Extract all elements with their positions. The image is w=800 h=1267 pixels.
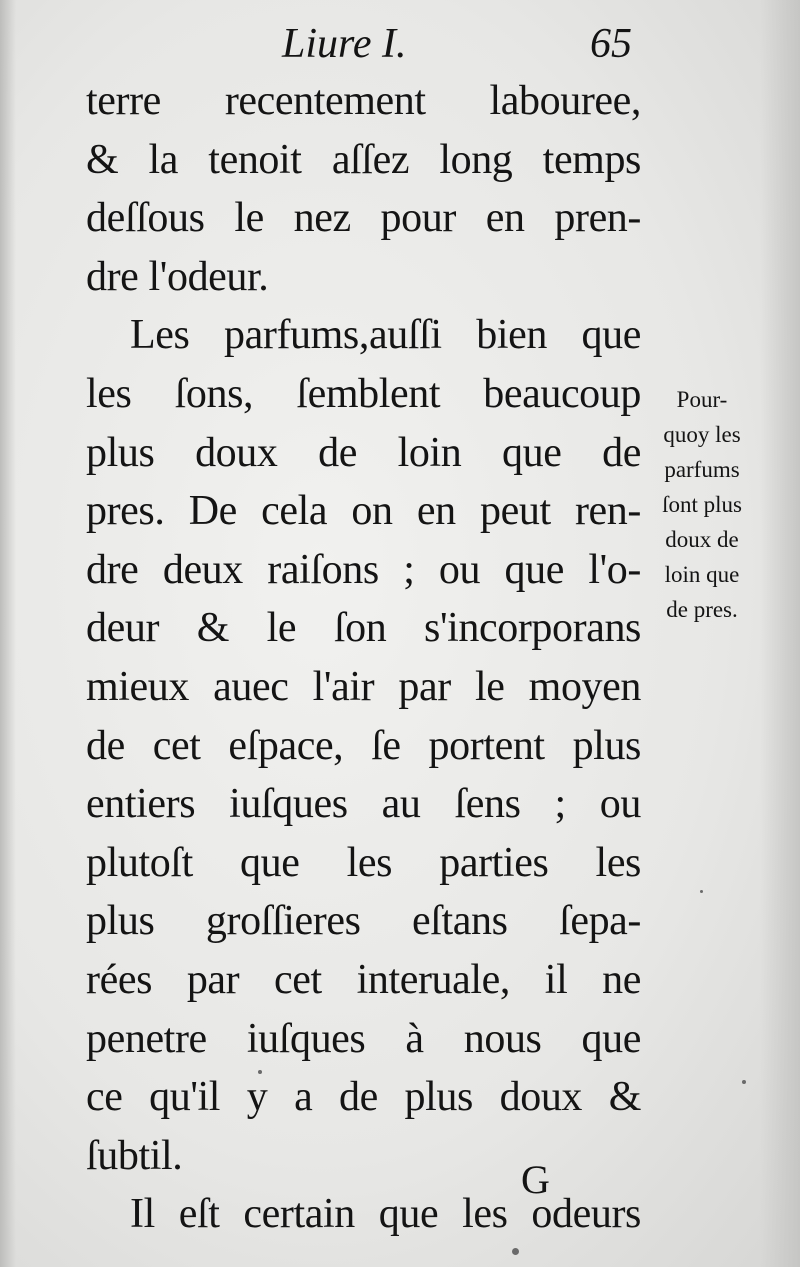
text-line: plutoſt que les parties les	[86, 839, 641, 886]
page-number: 65	[590, 21, 632, 67]
margin-note-line: quoy les	[663, 422, 741, 447]
ink-speck	[742, 1080, 746, 1084]
margin-note-line: loin que	[664, 562, 740, 587]
margin-note-line: Pour-	[676, 387, 728, 412]
marginal-note	[646, 382, 758, 627]
text-line: Il eſt certain que les odeurs	[130, 1191, 641, 1238]
text-line: & la tenoit aſſez long temps	[86, 136, 641, 183]
text-line: dre deux raiſons ; ou que l'o-	[86, 546, 641, 593]
margin-note-line: doux de	[665, 527, 739, 552]
text-line: penetre iuſques à nous que	[86, 1015, 641, 1062]
text-line: deur & le ſon s'incorporans	[86, 605, 641, 652]
text-line: ce qu'il y a de plus doux &	[86, 1074, 641, 1121]
text-line: plus groſſieres eſtans ſepa-	[86, 898, 641, 945]
ink-speck	[512, 1248, 519, 1255]
text-line: terre recentement labouree,	[86, 78, 641, 124]
ink-speck	[700, 890, 703, 893]
page-edge-shadow-left	[0, 0, 16, 1267]
margin-note-line: de pres.	[666, 597, 738, 622]
text-line: rées par cet interuale, il ne	[86, 956, 641, 1003]
page-edge-shadow-right	[760, 0, 800, 1267]
text-line: de cet eſpace, ſe portent plus	[86, 722, 641, 769]
signature-mark: G	[521, 1157, 550, 1202]
main-text-block	[86, 72, 641, 1244]
ink-speck	[258, 1070, 262, 1074]
text-line: entiers iuſques au ſens ; ou	[86, 781, 641, 828]
text-line: dre l'odeur.	[86, 253, 269, 300]
text-line: deſſous le nez pour en pren-	[86, 195, 641, 242]
margin-note-line: parfums	[664, 457, 740, 482]
text-line: les ſons, ſemblent beaucoup	[86, 370, 641, 417]
running-title: Liure I.	[282, 21, 407, 67]
text-line: mieux auec l'air par le moyen	[86, 663, 641, 710]
text-line: pres. De cela on en peut ren-	[86, 488, 641, 535]
text-line: plus doux de loin que de	[86, 429, 641, 476]
margin-note-line: ſont plus	[662, 492, 742, 517]
text-line: ſubtil.	[86, 1132, 183, 1179]
text-line: Les parfums,auſſi bien que	[130, 312, 641, 359]
page-header	[282, 14, 632, 74]
